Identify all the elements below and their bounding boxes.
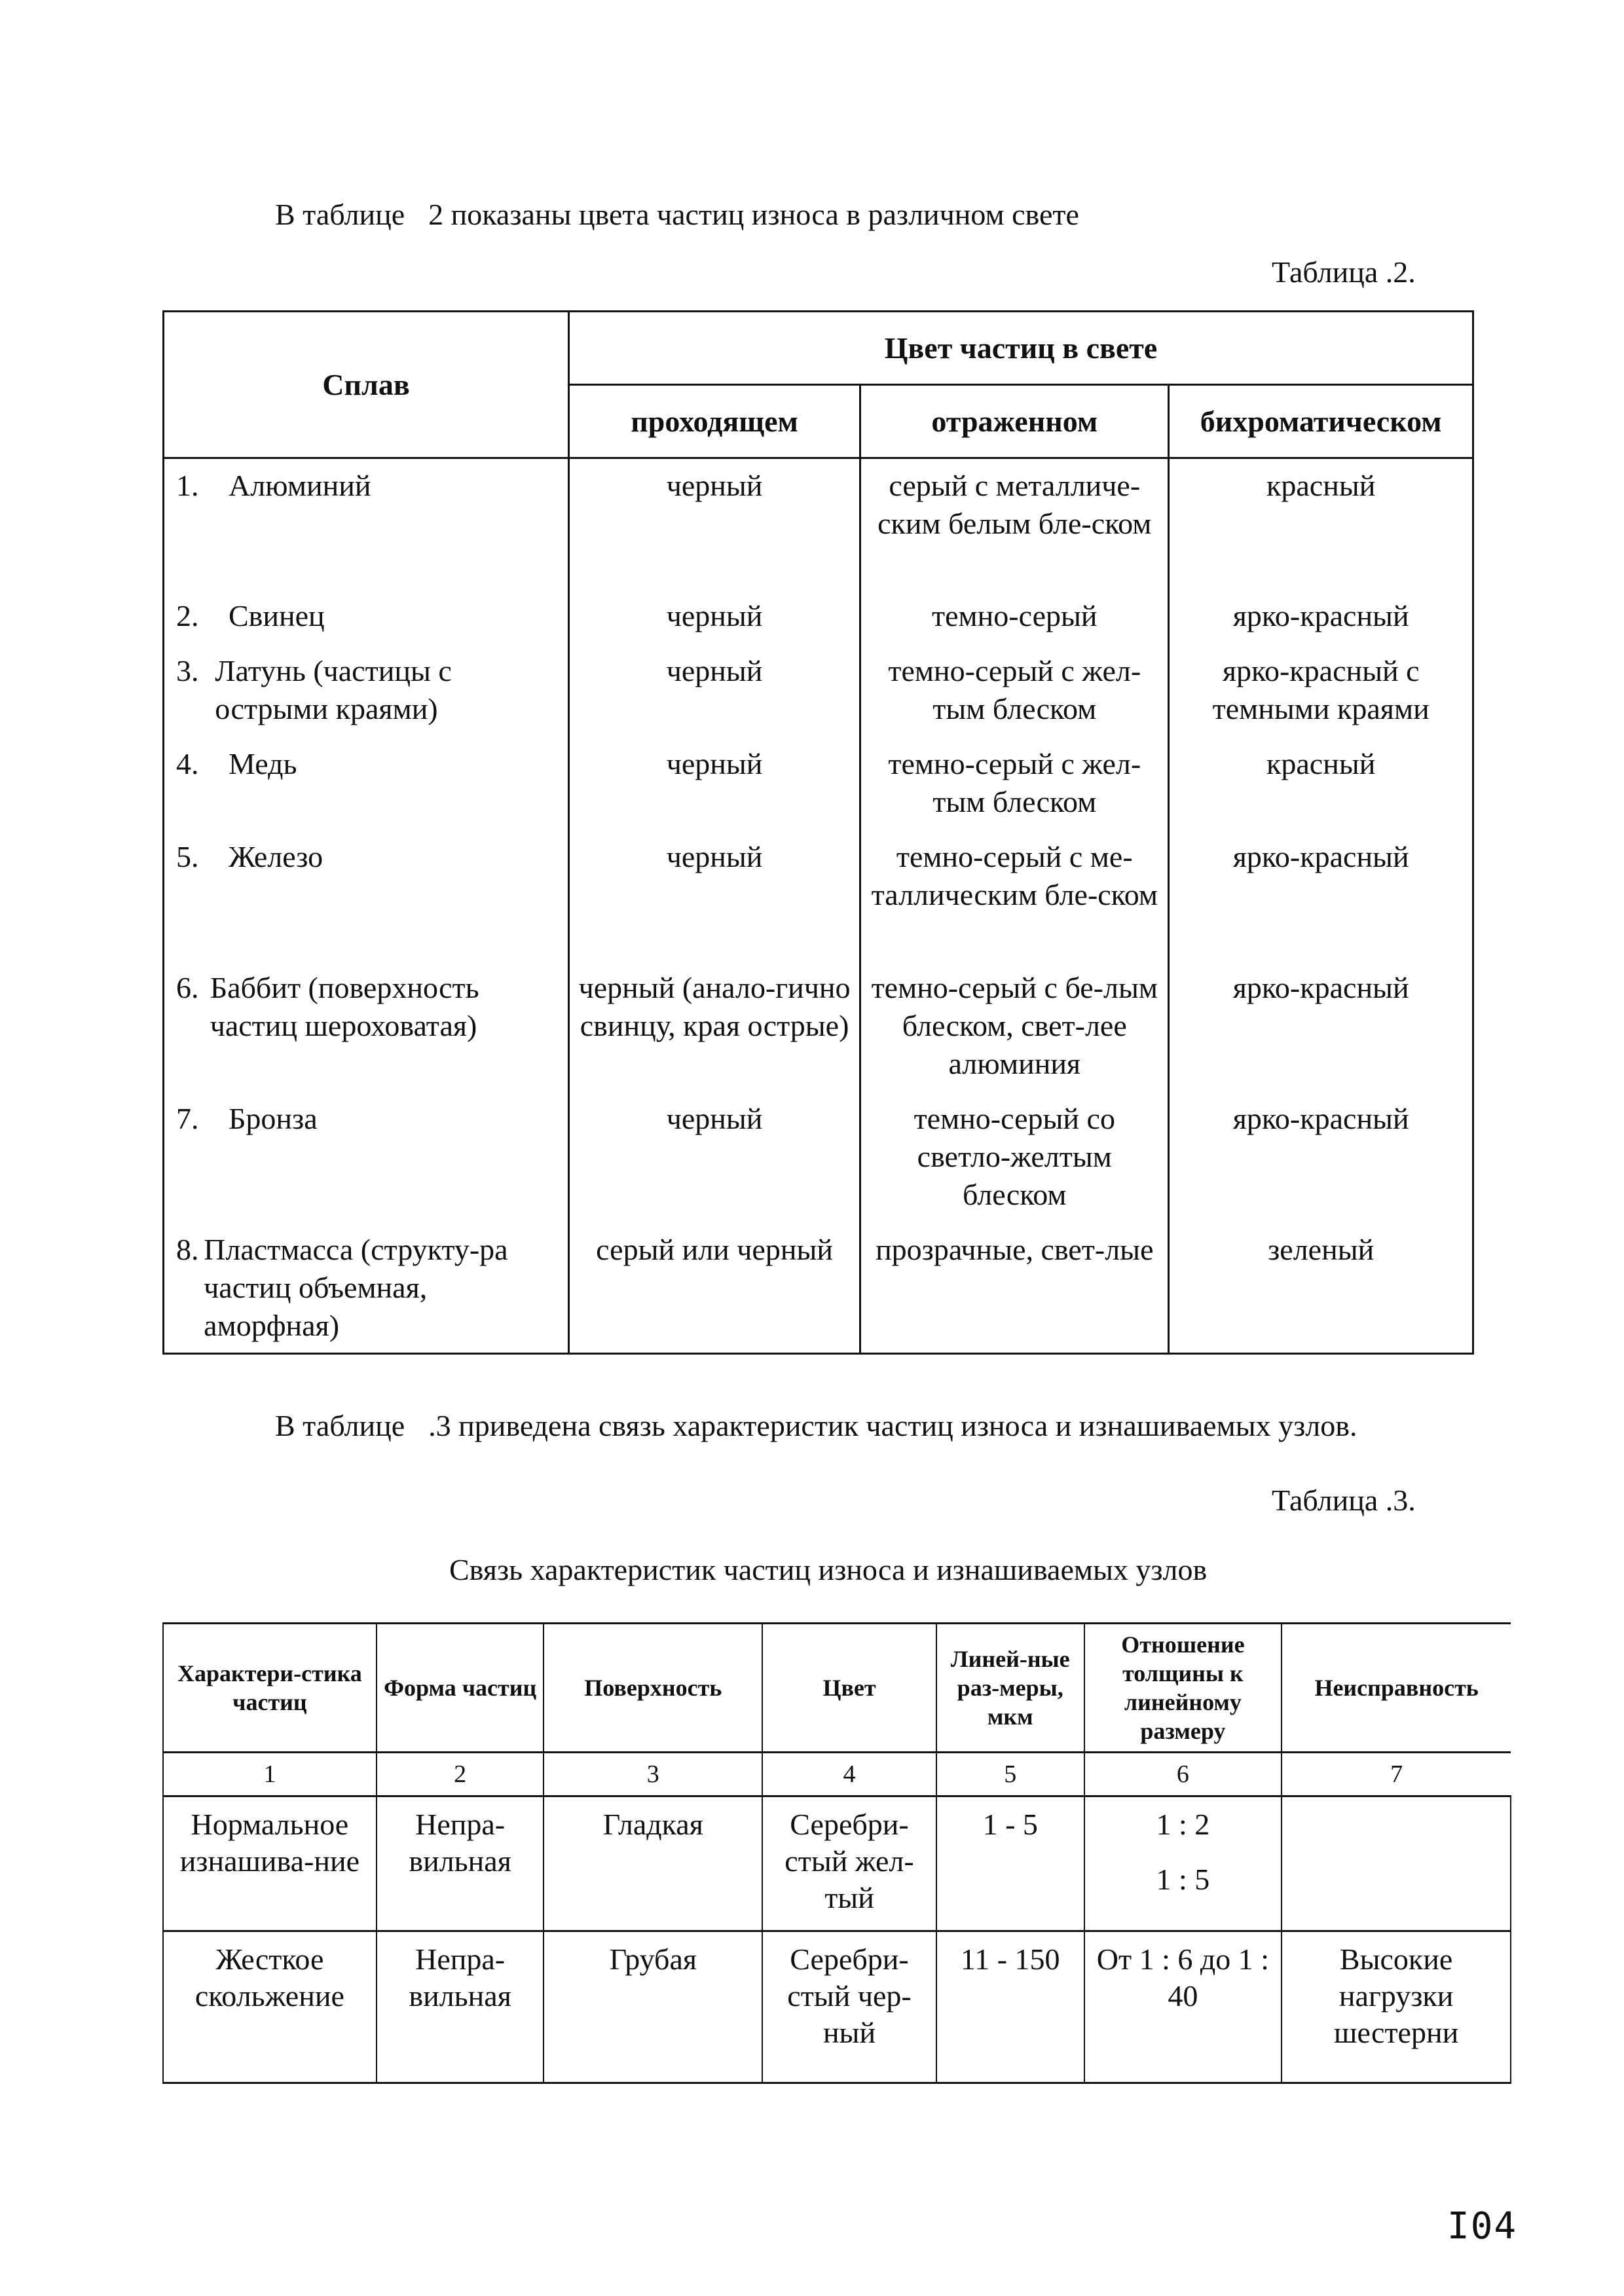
intro-paragraph-2 bbox=[275, 1408, 1357, 1444]
column-index: 2 bbox=[377, 1753, 544, 1796]
table-1-caption: Таблица .2. bbox=[1272, 255, 1416, 289]
table-row bbox=[163, 1796, 1511, 1931]
header-particle-color: Цвет частиц в свете bbox=[568, 312, 1473, 385]
header-fault: Неисправность bbox=[1282, 1624, 1511, 1753]
intro-2-lead: В таблице bbox=[275, 1409, 405, 1442]
alloy-name: Железо bbox=[229, 839, 323, 873]
row-number: 5. bbox=[176, 839, 199, 873]
table-row bbox=[164, 644, 1473, 737]
header-reflected: отраженном bbox=[860, 385, 1169, 458]
header-surface: Поверхность bbox=[544, 1624, 762, 1753]
row-number: 1. bbox=[176, 469, 199, 502]
column-index: 4 bbox=[762, 1753, 936, 1796]
table-row bbox=[164, 1092, 1473, 1223]
bichromatic-color: красный bbox=[1169, 458, 1473, 589]
bichromatic-color: зеленый bbox=[1169, 1223, 1473, 1354]
reflected-color: темно-серый со светло-желтым блеском bbox=[860, 1092, 1169, 1223]
reflected-color: темно-серый с ме-таллическим бле-ском bbox=[860, 830, 1169, 961]
row-number: 6. bbox=[176, 970, 199, 1004]
table-row bbox=[164, 830, 1473, 961]
transmitted-color: черный bbox=[568, 589, 860, 644]
transmitted-color: черный bbox=[568, 458, 860, 589]
wear-characteristics-table bbox=[162, 1622, 1511, 2084]
reflected-color: темно-серый bbox=[860, 589, 1169, 644]
alloy-name: Пластмасса (структу-ра частиц объемная, аморфная) bbox=[204, 1232, 508, 1342]
ratio-value: 1 : 2 bbox=[1156, 1808, 1210, 1841]
fault: Высокие нагрузки шестерни bbox=[1282, 1931, 1511, 2083]
bichromatic-color: красный bbox=[1169, 737, 1473, 830]
table-row bbox=[164, 1223, 1473, 1354]
alloy-name: Свинец bbox=[229, 598, 325, 632]
table-2-title: Связь характеристик частиц износа и изнашиваемых узлов bbox=[449, 1553, 1208, 1586]
bichromatic-color: ярко-красный bbox=[1169, 961, 1473, 1092]
bichromatic-color: ярко-красный bbox=[1169, 589, 1473, 644]
table-row bbox=[164, 737, 1473, 830]
transmitted-color: черный bbox=[568, 830, 860, 961]
intro-1-text: 2 показаны цвета частиц износа в различном свете bbox=[428, 198, 1079, 231]
bichromatic-color: ярко-красный с темными краями bbox=[1169, 644, 1473, 737]
alloy-name: Бронза bbox=[229, 1101, 318, 1135]
table-row bbox=[164, 589, 1473, 644]
shape: Непра-вильная bbox=[377, 1796, 544, 1931]
bichromatic-color: ярко-красный bbox=[1169, 1092, 1473, 1223]
intro-paragraph-1 bbox=[275, 196, 1079, 233]
column-index: 7 bbox=[1282, 1753, 1511, 1796]
row-number: 8. bbox=[176, 1232, 199, 1266]
column-index-row bbox=[163, 1753, 1511, 1796]
transmitted-color: черный (анало-гично свинцу, края острые) bbox=[568, 961, 860, 1092]
intro-2-text: .3 приведена связь характеристик частиц износа и изнашиваемых узлов. bbox=[428, 1409, 1357, 1442]
table-2-caption: Таблица .3. bbox=[1272, 1484, 1416, 1517]
table-row bbox=[164, 458, 1473, 589]
row-number: 4. bbox=[176, 746, 199, 780]
color: Серебри-стый жел-тый bbox=[762, 1796, 936, 1931]
page-number: I04 bbox=[1447, 2205, 1518, 2248]
color: Серебри-стый чер-ный bbox=[762, 1931, 936, 2083]
fault bbox=[1282, 1796, 1511, 1931]
characteristic: Жесткое скольжение bbox=[163, 1931, 377, 2083]
row-number: 3. bbox=[176, 653, 199, 687]
table-row bbox=[163, 1931, 1511, 2083]
reflected-color: темно-серый с жел-тым блеском bbox=[860, 644, 1169, 737]
header-transmitted: проходящем bbox=[568, 385, 860, 458]
row-number: 7. bbox=[176, 1101, 199, 1135]
header-color: Цвет bbox=[762, 1624, 936, 1753]
ratio: От 1 : 6 до 1 : 40 bbox=[1084, 1931, 1282, 2083]
column-index: 6 bbox=[1084, 1753, 1282, 1796]
header-ratio: Отношение толщины к линейному размеру bbox=[1084, 1624, 1282, 1753]
transmitted-color: черный bbox=[568, 737, 860, 830]
particle-color-table bbox=[162, 310, 1474, 1355]
size: 11 - 150 bbox=[936, 1931, 1084, 2083]
column-index: 1 bbox=[163, 1753, 377, 1796]
ratio bbox=[1084, 1796, 1282, 1931]
shape: Непра-вильная bbox=[377, 1931, 544, 2083]
alloy-name: Медь bbox=[229, 746, 297, 780]
header-size: Линей-ные раз-меры, мкм bbox=[936, 1624, 1084, 1753]
reflected-color: серый с металличе-ским белым бле-ском bbox=[860, 458, 1169, 589]
surface: Гладкая bbox=[544, 1796, 762, 1931]
header-shape: Форма частиц bbox=[377, 1624, 544, 1753]
alloy-name: Латунь (частицы с острыми краями) bbox=[215, 653, 452, 725]
bichromatic-color: ярко-красный bbox=[1169, 830, 1473, 961]
header-alloy: Сплав bbox=[164, 312, 569, 458]
transmitted-color: черный bbox=[568, 644, 860, 737]
reflected-color: темно-серый с бе-лым блеском, свет-лее алюминия bbox=[860, 961, 1169, 1092]
column-index: 5 bbox=[936, 1753, 1084, 1796]
alloy-name: Алюминий bbox=[229, 469, 371, 502]
column-index: 3 bbox=[544, 1753, 762, 1796]
size: 1 - 5 bbox=[936, 1796, 1084, 1931]
header-characteristic: Характери-стика частиц bbox=[163, 1624, 377, 1753]
reflected-color: прозрачные, свет-лые bbox=[860, 1223, 1169, 1354]
ratio-value: 1 : 5 bbox=[1156, 1863, 1210, 1896]
surface: Грубая bbox=[544, 1931, 762, 2083]
transmitted-color: черный bbox=[568, 1092, 860, 1223]
reflected-color: темно-серый с жел-тым блеском bbox=[860, 737, 1169, 830]
alloy-name: Баббит (поверхность частиц шероховатая) bbox=[210, 970, 479, 1042]
header-bichromatic: бихроматическом bbox=[1169, 385, 1473, 458]
table-row bbox=[164, 961, 1473, 1092]
transmitted-color: серый или черный bbox=[568, 1223, 860, 1354]
row-number: 2. bbox=[176, 598, 199, 632]
characteristic: Нормальное изнашива-ние bbox=[163, 1796, 377, 1931]
intro-1-lead: В таблице bbox=[275, 198, 405, 231]
